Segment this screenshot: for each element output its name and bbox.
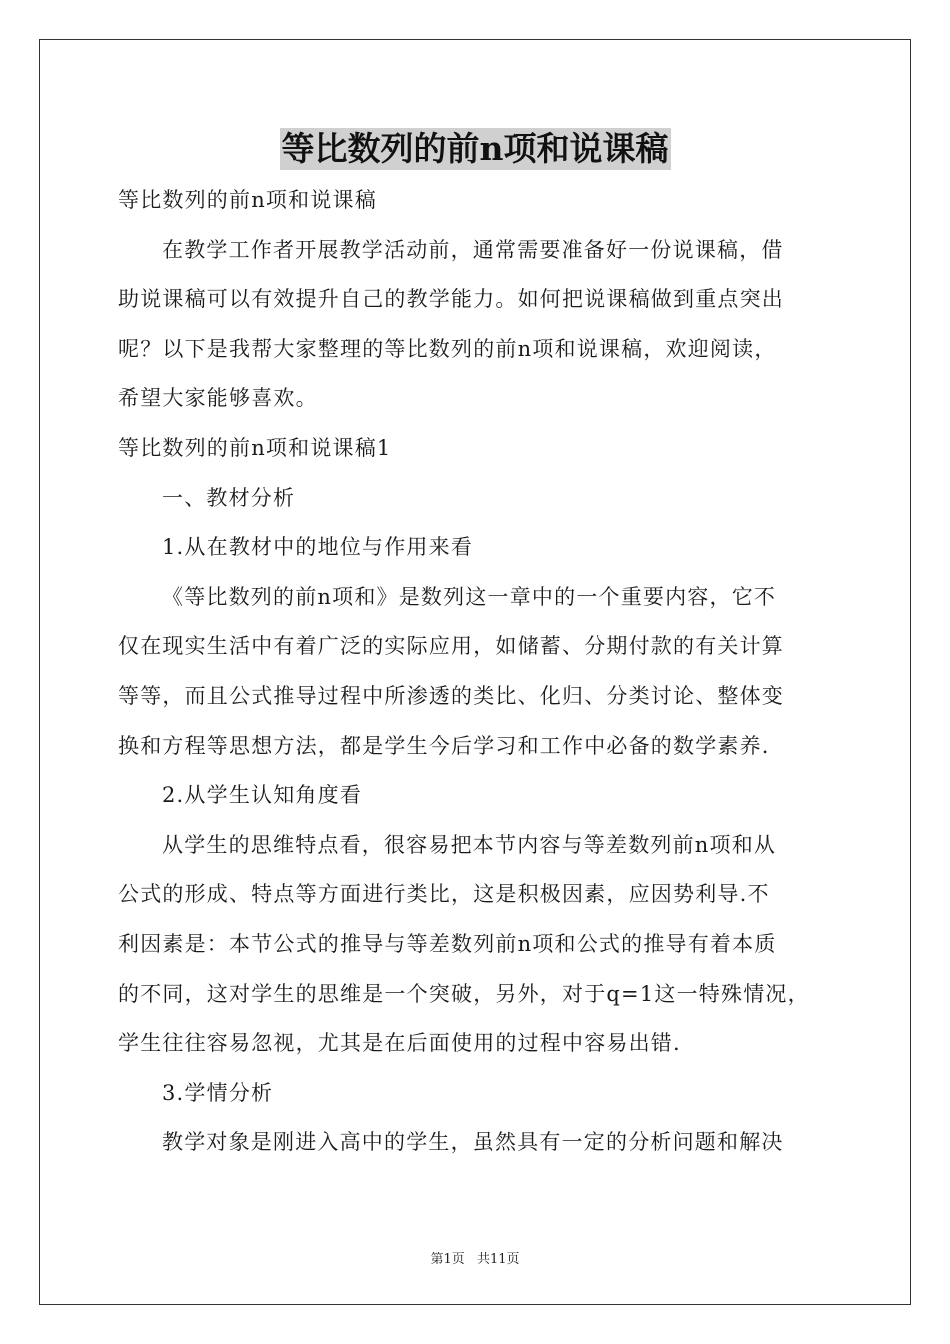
- role-line-3: 等等，而且公式推导过程中所渗透的类比、化归、分类讨论、整体变: [118, 683, 784, 708]
- cognition-line-4: 的不同，这对学生的思维是一个突破，另外，对于q=1这一特殊情况，: [118, 981, 810, 1006]
- subheading-textbook-analysis: 一、教材分析: [162, 485, 296, 510]
- cognition-line-5: 学生往往容易忽视，尤其是在后面使用的过程中容易出错.: [118, 1031, 681, 1056]
- intro-line-1: 在教学工作者开展教学活动前，通常需要准备好一份说课稿，借: [162, 237, 784, 262]
- role-line-4: 换和方程等思想方法，都是学生今后学习和工作中必备的数学素养.: [118, 733, 770, 758]
- doc-subtitle: 等比数列的前n项和说课稿: [118, 188, 377, 212]
- cognition-line-2: 公式的形成、特点等方面进行类比，这是积极因素，应因势利导.不: [118, 882, 770, 907]
- learner-line-1: 教学对象是刚进入高中的学生，虽然具有一定的分析问题和解决: [162, 1130, 784, 1155]
- intro-line-2: 助说课稿可以有效提升自己的教学能力。如何把说课稿做到重点突出: [118, 287, 784, 312]
- role-line-1: 《等比数列的前n项和》是数列这一章中的一个重要内容，它不: [162, 584, 777, 609]
- page-number: 第1页: [430, 1252, 465, 1267]
- subheading-learner-analysis: 3.学情分析: [162, 1080, 274, 1105]
- document-title: 等比数列的前n项和说课稿: [281, 129, 669, 168]
- cognition-line-3: 利因素是：本节公式的推导与等差数列前n项和公式的推导有着本质: [118, 931, 777, 956]
- intro-line-3: 呢？以下是我帮大家整理的等比数列的前n项和说课稿，欢迎阅读，: [118, 336, 777, 361]
- role-line-2: 仅在现实生活中有着广泛的实际应用，如储蓄、分期付款的有关计算: [118, 634, 784, 659]
- cognition-line-1: 从学生的思维特点看，很容易把本节内容与等差数列前n项和从: [162, 832, 777, 857]
- intro-line-4: 希望大家能够喜欢。: [118, 386, 318, 411]
- section-heading: 等比数列的前n项和说课稿1: [118, 435, 392, 460]
- subheading-role: 1.从在教材中的地位与作用来看: [162, 535, 474, 560]
- subheading-cognition: 2.从学生认知角度看: [162, 783, 363, 808]
- page-footer: [0, 1248, 950, 1267]
- page-total: 共11页: [476, 1252, 520, 1267]
- title-container: [0, 128, 950, 170]
- document-body: [118, 176, 838, 1168]
